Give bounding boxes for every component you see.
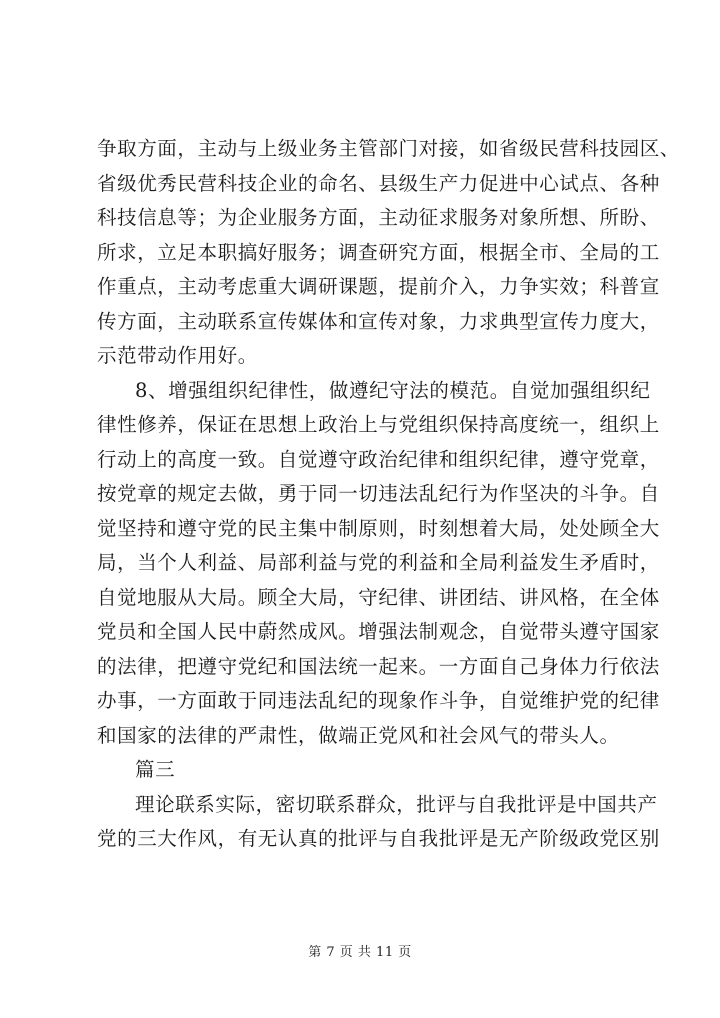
- text-line: 局，当个人利益、局部利益与党的利益和全局利益发生矛盾时，: [97, 551, 660, 574]
- text-line: 党的三大作风，有无认真的批评与自我批评是无产阶级政党区别: [97, 827, 660, 850]
- text-line: 传方面，主动联系宣传媒体和宣传对象，力求典型宣传力度大，: [97, 309, 660, 333]
- text-line: 作重点，主动考虑重大调研课题，提前介入，力争实效；科普宣: [97, 275, 660, 298]
- text-line: 省级优秀民营科技企业的命名、县级生产力促进中心试点、各种: [97, 171, 660, 195]
- text-line: 争取方面，主动与上级业务主管部门对接，如省级民营科技园区、: [97, 137, 680, 160]
- paragraph-start-line: 理论联系实际，密切联系群众，批评与自我批评是中国共产: [135, 792, 658, 816]
- text-line: 示范带动作用好。: [97, 344, 258, 367]
- text-line: 的法律，把遵守党纪和国法统一起来。一方面自己身体力行依法: [97, 654, 660, 678]
- text-line: 自觉地服从大局。顾全大局，守纪律、讲团结、讲风格，在全体: [97, 585, 660, 609]
- text-line: 党员和全国人民中蔚然成风。增强法制观念，自觉带头遵守国家: [97, 620, 660, 643]
- text-line: 按党章的规定去做，勇于同一切违法乱纪行为作坚决的斗争。自: [97, 482, 660, 505]
- section-heading: 篇三: [135, 758, 176, 781]
- text-line: 所求，立足本职搞好服务；调查研究方面，根据全市、全局的工: [97, 240, 660, 264]
- paragraph-start-line: 8、增强组织纪律性，做遵纪守法的模范。自觉加强组织纪: [135, 378, 651, 402]
- text-line: 和国家的法律的严肃性，做端正党风和社会风气的带头人。: [97, 723, 620, 747]
- text-line: 觉坚持和遵守党的民主集中制原则，时刻想着大局，处处顾全大: [97, 516, 660, 540]
- page-number-footer: 第 7 页 共 11 页: [308, 945, 412, 960]
- text-line: 律性修养，保证在思想上政治上与党组织保持高度统一，组织上: [97, 413, 660, 436]
- text-line: 科技信息等；为企业服务方面，主动征求服务对象所想、所盼、: [97, 206, 660, 229]
- document-body: [97, 132, 680, 857]
- text-line: 行动上的高度一致。自觉遵守政治纪律和组织纪律，遵守党章，: [97, 447, 660, 471]
- text-line: 办事，一方面敢于同违法乱纪的现象作斗争，自觉维护党的纪律: [97, 689, 660, 712]
